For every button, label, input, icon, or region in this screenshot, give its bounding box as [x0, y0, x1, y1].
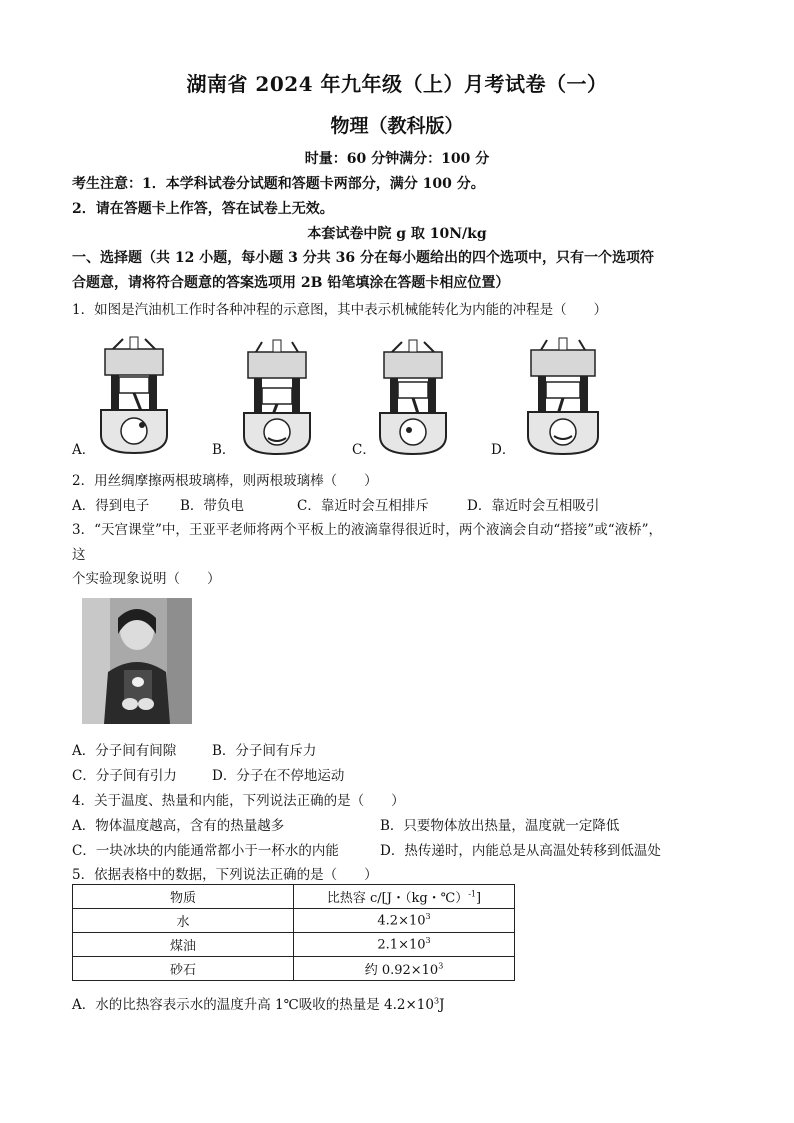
engine-a-figure [93, 335, 175, 455]
q5-option-a [72, 993, 445, 1013]
g-note: 本套试卷中院 g 取 10N/kg [307, 226, 487, 242]
q1-label-c: C． [352, 442, 376, 458]
section-heading-line2: 合题意，请将符合题意的答案选项用 2B 铅笔填涂在答题卡相应位置） [72, 275, 510, 291]
q4-option-c: C．一块冰块的内能通常都小于一杯水的内能 [72, 843, 339, 859]
notice-1: 考生注意：1．本学科试卷分试题和答题卡两部分，满分 100 分。 [72, 176, 485, 192]
row-value-text: 2.1×10 [377, 937, 426, 953]
engine-d-figure [521, 336, 605, 455]
row-value-text: 约 0.92×10 [364, 963, 439, 978]
q3-stem-line2: 这 [72, 547, 86, 563]
table-header-specific-heat [294, 885, 515, 909]
header-unit-close: ] [476, 891, 482, 906]
engine-diagram-d [521, 336, 605, 455]
q4-option-b: B．只要物体放出热量，温度就一定降低 [380, 818, 620, 834]
q3-option-b: B．分子间有斥力 [212, 743, 317, 759]
row-value-text: 4.2×10 [377, 913, 426, 929]
q3-option-d: D．分子在不停地运动 [212, 768, 345, 784]
q1-stem: 1．如图是汽油机工作时各种冲程的示意图，其中表示机械能转化为内能的冲程是（ ） [72, 302, 608, 318]
q4-stem: 4．关于温度、热量和内能，下列说法正确的是（ ） [72, 793, 405, 809]
row-substance: 煤油 [73, 933, 294, 957]
q4-option-a: A．物体温度越高，含有的热量越多 [72, 818, 285, 834]
table-row [73, 933, 515, 957]
engine-diagram-a [93, 335, 175, 455]
q3-option-c: C．分子间有引力 [72, 768, 177, 784]
q2-stem: 2．用丝绸摩擦两根玻璃棒，则两根玻璃棒（ ） [72, 473, 378, 489]
exam-title: 湖南省 2024 年九年级（上）月考试卷（一） [186, 72, 608, 96]
q1-label-d: D． [491, 442, 516, 458]
header-unit-exp: -1 [468, 889, 477, 899]
engine-diagram-b [236, 338, 318, 455]
engine-c-figure [372, 338, 454, 455]
row-value-exp: 3 [438, 961, 444, 971]
row-value [294, 957, 515, 981]
row-value [294, 933, 515, 957]
time-score: 时量：60 分钟满分：100 分 [304, 151, 490, 167]
row-substance: 水 [73, 909, 294, 933]
header-unit-text: 比热容 c/[J・（kg・℃） [326, 891, 469, 906]
q1-label-b: B． [212, 442, 236, 458]
row-value [294, 909, 515, 933]
row-value-exp: 3 [425, 936, 431, 946]
row-value-exp: 3 [425, 912, 431, 922]
table-row [73, 909, 515, 933]
q5-option-a-unit: J [439, 997, 445, 1013]
exam-subtitle: 物理（教科版） [330, 115, 464, 137]
q5-option-a-text: A．水的比热容表示水的温度升高 1℃吸收的热量是 4.2×10 [72, 997, 434, 1013]
q4-option-d: D．热传递时，内能总是从高温处转移到低温处 [380, 843, 661, 859]
notice-2: 2．请在答题卡上作答，答在试卷上无效。 [72, 201, 334, 217]
q3-option-a: A．分子间有间隙 [72, 743, 177, 759]
specific-heat-table [72, 884, 515, 981]
table-row [73, 957, 515, 981]
engine-b-figure [236, 338, 318, 455]
q5-option-a-exp: 3 [433, 996, 440, 1006]
table-header-substance: 物质 [73, 885, 294, 909]
q2-option-b: B．带负电 [180, 498, 244, 514]
q5-stem: 5．依据表格中的数据，下列说法正确的是（ ） [72, 867, 378, 883]
table-header-row [73, 885, 515, 909]
q2-option-c: C．靠近时会互相排斥 [297, 498, 429, 514]
tiangong-classroom-photo [82, 598, 192, 724]
q1-label-a: A． [72, 442, 96, 458]
q2-option-a: A．得到电子 [72, 498, 150, 514]
section-heading-line1: 一、选择题（共 12 小题，每小题 3 分共 36 分在每小题给出的四个选项中，只有一个选项符 [72, 250, 654, 266]
q3-stem-line1: 3．“天宫课堂”中，王亚平老师将两个平板上的液滴靠得很近时，两个液滴会自动“搭接”或“液桥”， [72, 522, 662, 538]
engine-diagram-c [372, 338, 454, 455]
photo-figure [82, 598, 192, 724]
q2-option-d: D．靠近时会互相吸引 [467, 498, 600, 514]
row-substance: 砂石 [73, 957, 294, 981]
q3-stem-line3: 个实验现象说明（ ） [72, 571, 221, 587]
